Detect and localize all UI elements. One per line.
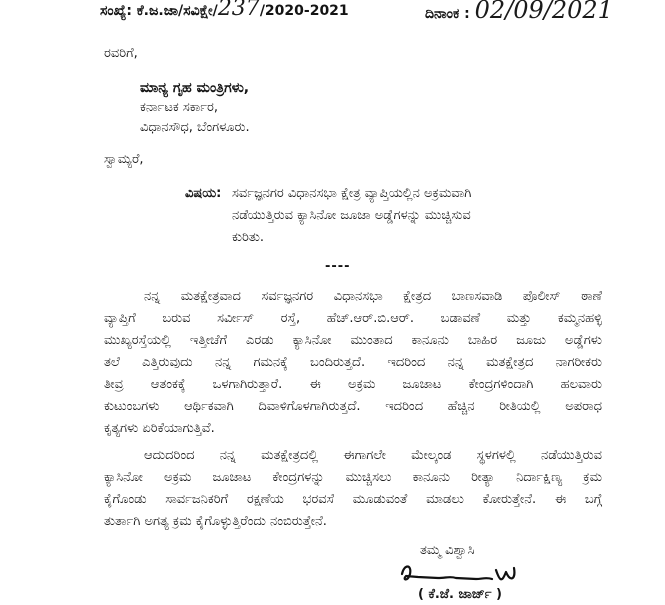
subject-label: ವಿಷಯ:	[185, 186, 222, 201]
date-value-handwritten: 02/09/2021	[474, 0, 613, 24]
addressee-name: ಮಾನ್ಯ ಗೃಹ ಮಂತ್ರಿಗಳು,	[140, 80, 250, 96]
addressee-line2: ವಿಧಾನಸೌಧ, ಬೆಂಗಳೂರು.	[140, 120, 250, 135]
signatory-name: ( ಕೆ.ಜೆ. ಜಾರ್ಜ್ )	[418, 587, 502, 602]
reference-number	[100, 0, 349, 21]
paragraph-line: ಕ್ಯಾಸಿನೋ ಅಕ್ರಮ ಜೂಜಾಟ ಕೇಂದ್ರಗಳನ್ನು ಮುಚ್ಚಿಸಲು ಕಾನೂನು ರೀತ್ಯಾ ನಿರ್ದಾಕ್ಷಿಣ್ಯ ಕ್ರಮ	[104, 470, 602, 485]
paragraph-line: ಆದುದರಿಂದ ನನ್ನ ಮತಕ್ಷೇತ್ರದಲ್ಲಿ ಈಗಾಗಲೇ ಮೇಲ್ಕಂಡ ಸ್ಥಳಗಳಲ್ಲಿ ನಡೆಯುತ್ತಿರುವ	[144, 448, 602, 463]
reference-number-handwritten: 237	[217, 0, 260, 21]
date-label: ದಿನಾಂಕ :	[425, 6, 470, 22]
separator: ----	[325, 259, 351, 274]
paragraph-line: ತಲೆ ಎತ್ತಿರುವುದು ನನ್ನ ಗಮನಕ್ಕೆ ಬಂದಿರುತ್ತದೆ. ಇದರಿಂದ ನನ್ನ ಮತಕ್ಷೇತ್ರದ ನಾಗರೀಕರು	[104, 355, 602, 370]
salutation: ಸ್ವಾಮ್ಯರೆ,	[104, 152, 144, 167]
paragraph-line: ಕೃತ್ಯಗಳು ಏರಿಕೆಯಾಗುತ್ತಿವೆ.	[104, 421, 215, 436]
body-paragraph-2	[104, 445, 602, 533]
paragraph-line: ತುರ್ತಾಗಿ ಅಗತ್ಯ ಕ್ರಮ ಕೈಗೊಳ್ಳುತ್ತಿರೆಂದು ನಂಬಿರುತ್ತೇನೆ.	[104, 514, 327, 529]
addressee-line1: ಕರ್ನಾಟಕ ಸರ್ಕಾರ,	[140, 100, 218, 115]
reference-year: /2020-2021	[259, 3, 349, 19]
paragraph-line: ಕುಟುಂಬಗಳು ಆರ್ಥಿಕವಾಗಿ ದಿವಾಳಿಗೊಳಗಾಗಿರುತ್ತದೆ. ಇದರಿಂದ ಹೆಚ್ಚಿನ ರೀತಿಯಲ್ಲಿ ಅಪರಾಧ	[104, 399, 602, 414]
subject-line2: ನಡೆಯುತ್ತಿರುವ ಕ್ಯಾಸಿನೋ ಜೂಜಾ ಅಡ್ಡೆಗಳನ್ನು ಮುಚ್ಚಿಸುವ	[232, 208, 471, 223]
body-paragraph-1	[104, 286, 602, 440]
to-label: ರವರಿಗೆ,	[104, 46, 138, 61]
paragraph-line: ತೀವ್ರ ಆತಂಕಕ್ಕೆ ಒಳಗಾಗಿರುತ್ತಾರೆ. ಈ ಅಕ್ರಮ ಜೂಜಾಟ ಕೇಂದ್ರಗಳಿಂದಾಗಿ ಹಲವಾರು	[104, 377, 602, 392]
subject-line1: ಸರ್ವಜ್ಞನಗರ ವಿಧಾನಸಭಾ ಕ್ಷೇತ್ರ ವ್ಯಾಪ್ತಿಯಲ್ಲಿನ ಅಕ್ರಮವಾಗಿ	[232, 186, 472, 201]
date	[425, 0, 613, 24]
paragraph-line: ನನ್ನ ಮತಕ್ಷೇತ್ರವಾದ ಸರ್ವಜ್ಞನಗರ ವಿಧಾನಸಭಾ ಕ್ಷೇತ್ರದ ಬಾಣಸವಾಡಿ ಪೊಲೀಸ್ ಠಾಣೆ	[144, 289, 602, 304]
closing-yours: ತಮ್ಮ ವಿಶ್ವಾಸಿ	[420, 543, 475, 558]
reference-label: ಸಂಖ್ಯೆ: ಕೆ.ಜ.ಜಾ/ಸವಿಕ್ಷೇ/	[100, 3, 218, 19]
paragraph-line: ಮುಖ್ಯರಸ್ತೆಯಲ್ಲಿ ಇತ್ತೀಚೆಗೆ ಎರಡು ಕ್ಯಾಸಿನೋ ಮುಂತಾದ ಕಾನೂನು ಬಾಹಿರ ಜೂಜು ಅಡ್ಡೆಗಳು	[104, 333, 602, 348]
subject-line3: ಕುರಿತು.	[232, 230, 265, 245]
paragraph-line: ವ್ಯಾಪ್ತಿಗೆ ಬರುವ ಸರ್ವೀಸ್ ರಸ್ತೆ, ಹೆಚ್.ಆರ್.ಬಿ.ಆರ್. ಬಡಾವಣೆ ಮತ್ತು ಕಮ್ಮನಹಳ್ಳಿ	[104, 311, 602, 326]
paragraph-line: ಕೈಗೊಂಡು ಸಾರ್ವಜನಿಕರಿಗೆ ರಕ್ಷಣೆಯ ಭರವಸೆ ಮೂಡುವಂತೆ ಮಾಡಲು ಕೋರುತ್ತೇನೆ. ಈ ಬಗ್ಗೆ	[104, 492, 602, 507]
